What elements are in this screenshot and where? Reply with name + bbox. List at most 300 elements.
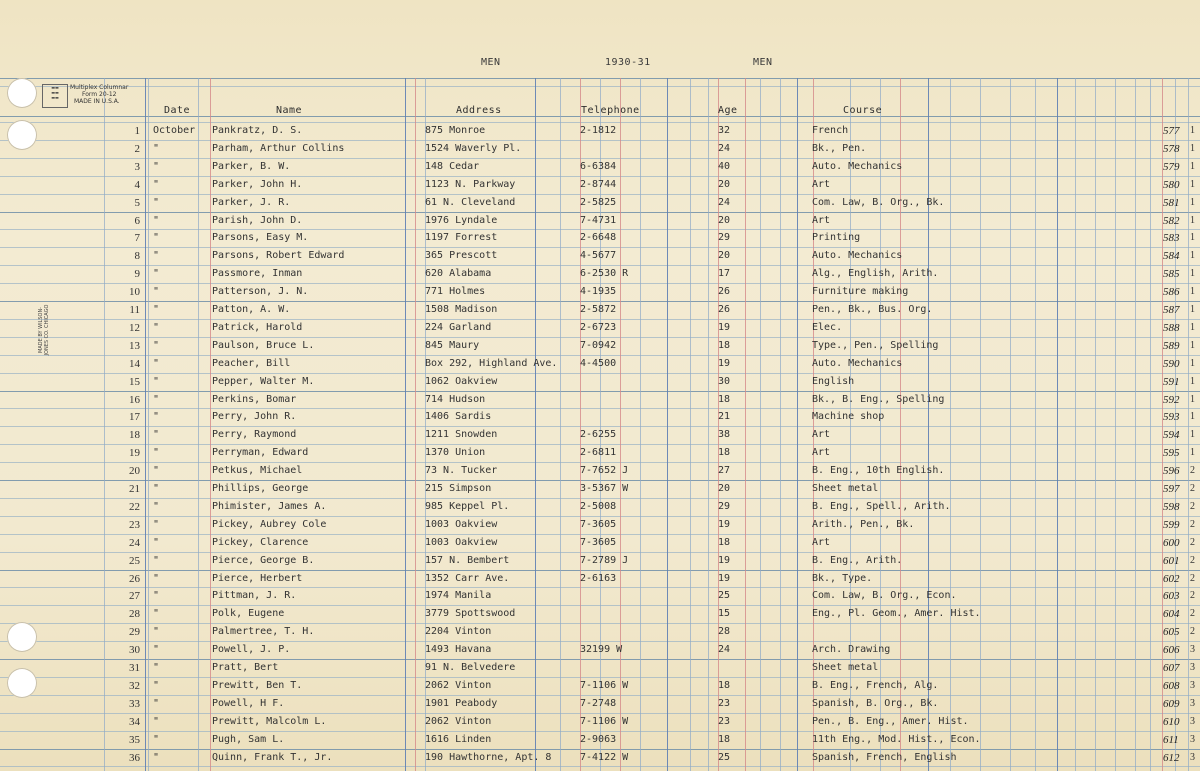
- cell-course: Auto. Mechanics: [812, 357, 903, 369]
- cell-age: 24: [718, 644, 731, 656]
- cell-edge: 2: [1190, 554, 1195, 566]
- cell-tel: 2-5825: [580, 196, 617, 208]
- cell-age: 19: [718, 357, 731, 369]
- top-year: 1930-31: [605, 57, 651, 68]
- cell-course: Furniture making: [812, 286, 909, 298]
- cell-date: ": [153, 483, 160, 494]
- cell-tel: 3-5367 W: [580, 483, 629, 494]
- cell-n: 15: [129, 375, 140, 388]
- cell-addr: 1003 Oakview: [425, 536, 498, 548]
- cell-age: 18: [718, 447, 731, 459]
- cell-name: Pickey, Aubrey Cole: [212, 518, 327, 530]
- cell-n: 33: [129, 697, 140, 710]
- cell-addr: 1616 Linden: [425, 733, 492, 745]
- cell-tel: 32199 W: [580, 644, 623, 656]
- cell-ref: 597: [1163, 483, 1180, 495]
- cell-edge: 1: [1190, 125, 1195, 136]
- cell-course: Spanish, B. Org., Bk.: [812, 697, 939, 709]
- logo-text: Multiplex Columnar Form 20-12 MADE IN U.S.A.: [70, 84, 129, 105]
- cell-edge: 2: [1190, 572, 1195, 584]
- cell-edge: 1: [1190, 321, 1195, 333]
- cell-edge: 1: [1190, 142, 1195, 154]
- table-row: [0, 659, 1200, 677]
- cell-age: 18: [718, 733, 731, 745]
- cell-date: ": [153, 679, 160, 691]
- cell-date: ": [153, 733, 160, 745]
- form-logo: [42, 84, 140, 110]
- cell-course: Art: [812, 447, 831, 459]
- cell-name: Parham, Arthur Collins: [212, 142, 345, 154]
- cell-n: 25: [129, 554, 140, 567]
- cell-name: Pickey, Clarence: [212, 536, 309, 548]
- table-row: [0, 462, 1200, 480]
- cell-ref: 592: [1163, 393, 1180, 406]
- cell-n: 32: [129, 679, 140, 692]
- cell-age: 18: [718, 339, 731, 351]
- table-row: [0, 265, 1200, 283]
- cell-addr: 1524 Waverly Pl.: [425, 142, 522, 154]
- cell-age: 18: [718, 393, 731, 405]
- cell-date: ": [153, 751, 160, 763]
- cell-course: Machine shop: [812, 411, 885, 423]
- cell-name: Prewitt, Malcolm L.: [212, 715, 327, 727]
- cell-addr: 714 Hudson: [425, 393, 486, 405]
- cell-date: ": [153, 304, 160, 315]
- cell-name: Parish, John D.: [212, 214, 303, 226]
- cell-course: Pen., B. Eng., Amer. Hist.: [812, 715, 969, 727]
- table-row: [0, 176, 1200, 194]
- cell-name: Phimister, James A.: [212, 500, 327, 512]
- cell-tel: 2-6163: [580, 572, 617, 584]
- cell-course: Com. Law, B. Org., Econ.: [812, 590, 957, 602]
- cell-edge: 3: [1190, 733, 1195, 745]
- cell-ref: 590: [1163, 357, 1180, 370]
- cell-age: 26: [718, 304, 731, 315]
- cell-date: ": [153, 375, 160, 387]
- cell-tel: 7-2789 J: [580, 554, 629, 566]
- cell-edge: 1: [1190, 447, 1195, 459]
- cell-date: ": [153, 142, 160, 154]
- cell-age: 19: [718, 321, 731, 333]
- cell-ref: 601: [1163, 554, 1180, 567]
- cell-addr: 1197 Forrest: [425, 232, 498, 244]
- cell-tel: 2-5008: [580, 500, 617, 512]
- cell-age: 40: [718, 160, 731, 172]
- cell-name: Polk, Eugene: [212, 608, 285, 620]
- cell-course: Spanish, French, English: [812, 751, 957, 763]
- cell-name: Pierce, George B.: [212, 554, 315, 566]
- cell-edge: 1: [1190, 357, 1195, 369]
- cell-edge: 2: [1190, 590, 1195, 602]
- cell-tel: 7-4731: [580, 214, 617, 226]
- cell-name: Peacher, Bill: [212, 357, 291, 369]
- cell-ref: 587: [1163, 304, 1180, 316]
- cell-edge: 2: [1190, 536, 1195, 548]
- cell-ref: 608: [1163, 679, 1180, 692]
- cell-ref: 580: [1163, 178, 1180, 191]
- top-left-label: MEN: [481, 57, 501, 68]
- cell-course: B. Eng., French, Alg.: [812, 679, 939, 691]
- cell-ref: 581: [1163, 196, 1180, 209]
- cell-n: 28: [129, 608, 140, 621]
- cell-tel: 6-2530 R: [580, 268, 629, 280]
- cell-addr: 1003 Oakview: [425, 518, 498, 530]
- cell-age: 29: [718, 232, 731, 244]
- cell-date: ": [153, 178, 160, 190]
- cell-edge: 2: [1190, 465, 1195, 477]
- header-address: Address: [456, 105, 502, 116]
- cell-date: ": [153, 160, 160, 172]
- cell-course: Sheet metal: [812, 662, 879, 673]
- top-right-label: MEN: [753, 57, 773, 68]
- cell-addr: 1974 Manila: [425, 590, 492, 602]
- cell-edge: 3: [1190, 644, 1195, 656]
- cell-addr: Box 292, Highland Ave.: [425, 357, 558, 369]
- cell-addr: 620 Alabama: [425, 268, 492, 280]
- cell-addr: 1406 Sardis: [425, 411, 492, 423]
- cell-tel: 7-3605: [580, 518, 617, 530]
- cell-ref: 584: [1163, 250, 1180, 263]
- cell-addr: 771 Holmes: [425, 286, 486, 298]
- table-row: [0, 695, 1200, 713]
- cell-edge: 2: [1190, 518, 1195, 530]
- cell-course: Printing: [812, 232, 861, 244]
- table-row: [0, 731, 1200, 749]
- cell-addr: 215 Simpson: [425, 483, 492, 494]
- cell-course: Elec.: [812, 321, 843, 333]
- cell-course: Auto. Mechanics: [812, 160, 903, 172]
- cell-age: 18: [718, 536, 731, 548]
- cell-date: ": [153, 214, 160, 226]
- cell-n: 30: [129, 644, 140, 657]
- cell-date: ": [153, 500, 160, 512]
- cell-date: ": [153, 447, 160, 459]
- cell-age: 20: [718, 178, 731, 190]
- cell-date: ": [153, 357, 160, 369]
- cell-ref: 596: [1163, 465, 1180, 478]
- cell-ref: 602: [1163, 572, 1180, 585]
- cell-n: 11: [129, 304, 140, 316]
- table-row: [0, 140, 1200, 158]
- cell-addr: 845 Maury: [425, 339, 480, 351]
- cell-course: Arch. Drawing: [812, 644, 891, 656]
- table-row: [0, 570, 1200, 588]
- cell-age: 17: [718, 268, 731, 280]
- cell-n: 10: [129, 286, 140, 299]
- cell-edge: 1: [1190, 429, 1195, 441]
- cell-n: 19: [129, 447, 140, 460]
- cell-ref: 605: [1163, 626, 1180, 639]
- cell-date: ": [153, 518, 160, 530]
- cell-age: 18: [718, 679, 731, 691]
- cell-name: Prewitt, Ben T.: [212, 679, 303, 691]
- table-row: [0, 194, 1200, 212]
- cell-n: 1: [134, 125, 140, 137]
- cell-edge: 1: [1190, 196, 1195, 208]
- cell-date: ": [153, 429, 160, 441]
- cell-course: Art: [812, 214, 831, 226]
- binder-hole: [7, 78, 37, 108]
- cell-addr: 2204 Vinton: [425, 626, 492, 638]
- cell-name: Powell, H F.: [212, 697, 285, 709]
- cell-n: 34: [129, 715, 140, 728]
- cell-edge: 1: [1190, 393, 1195, 405]
- cell-name: Petkus, Michael: [212, 465, 303, 477]
- cell-date: ": [153, 715, 160, 727]
- cell-age: 24: [718, 196, 731, 208]
- cell-name: Perkins, Bomar: [212, 393, 297, 405]
- table-row: [0, 122, 1200, 140]
- cell-course: Bk., Pen.: [812, 142, 867, 154]
- cell-ref: 591: [1163, 375, 1180, 388]
- table-row: [0, 516, 1200, 534]
- cell-ref: 583: [1163, 232, 1180, 245]
- cell-course: Art: [812, 178, 831, 190]
- cell-date: ": [153, 268, 160, 280]
- cell-tel: 4-1935: [580, 286, 617, 298]
- cell-addr: 365 Prescott: [425, 250, 498, 262]
- cell-course: B. Eng., Spell., Arith.: [812, 500, 951, 512]
- cell-name: Patrick, Harold: [212, 321, 303, 333]
- cell-tel: 7-1106 W: [580, 679, 629, 691]
- cell-age: 32: [718, 125, 731, 136]
- cell-date: ": [153, 250, 160, 262]
- cell-name: Pankratz, D. S.: [212, 125, 303, 136]
- table-row: [0, 713, 1200, 731]
- cell-edge: 2: [1190, 483, 1195, 494]
- cell-ref: 593: [1163, 411, 1180, 424]
- cell-addr: 1352 Carr Ave.: [425, 572, 510, 584]
- cell-edge: 3: [1190, 662, 1195, 673]
- cell-age: 30: [718, 375, 731, 387]
- cell-addr: 148 Cedar: [425, 160, 480, 172]
- cell-age: 28: [718, 626, 731, 638]
- cell-age: 25: [718, 751, 731, 763]
- cell-ref: 586: [1163, 286, 1180, 299]
- table-row: [0, 301, 1200, 319]
- cell-course: French: [812, 125, 849, 136]
- cell-addr: 224 Garland: [425, 321, 492, 333]
- cell-name: Pratt, Bert: [212, 662, 279, 673]
- cell-name: Parker, B. W.: [212, 160, 291, 172]
- cell-edge: 1: [1190, 375, 1195, 387]
- cell-edge: 1: [1190, 232, 1195, 244]
- cell-edge: 3: [1190, 715, 1195, 727]
- cell-date: ": [153, 232, 160, 244]
- cell-tel: 2-8744: [580, 178, 617, 190]
- cell-tel: 7-4122 W: [580, 751, 629, 763]
- cell-tel: 4-4500: [580, 357, 617, 369]
- cell-tel: 6-6384: [580, 160, 617, 172]
- cell-course: B. Eng., 10th English.: [812, 465, 945, 477]
- cell-addr: 61 N. Cleveland: [425, 196, 516, 208]
- table-row: [0, 158, 1200, 176]
- header-telephone: Telephone: [581, 105, 640, 116]
- cell-age: 26: [718, 286, 731, 298]
- cell-name: Powell, J. P.: [212, 644, 291, 656]
- cell-date: ": [153, 339, 160, 351]
- header-date: Date: [164, 105, 191, 116]
- cell-date: ": [153, 196, 160, 208]
- cell-course: Art: [812, 536, 831, 548]
- cell-date: ": [153, 644, 160, 656]
- cell-course: Alg., English, Arith.: [812, 268, 939, 280]
- cell-course: Arith., Pen., Bk.: [812, 518, 915, 530]
- table-row: [0, 247, 1200, 265]
- cell-addr: 3779 Spottswood: [425, 608, 516, 620]
- cell-edge: 1: [1190, 411, 1195, 423]
- cell-n: 21: [129, 483, 140, 495]
- cell-addr: 1493 Havana: [425, 644, 492, 656]
- cell-addr: 157 N. Bembert: [425, 554, 510, 566]
- cell-name: Passmore, Inman: [212, 268, 303, 280]
- cell-name: Perryman, Edward: [212, 447, 309, 459]
- cell-age: 27: [718, 465, 731, 477]
- cell-ref: 578: [1163, 142, 1180, 155]
- table-row: [0, 355, 1200, 373]
- table-row: [0, 426, 1200, 444]
- table-row: [0, 480, 1200, 498]
- cell-date: ": [153, 465, 160, 477]
- cell-n: 5: [134, 196, 140, 209]
- table-row: [0, 319, 1200, 337]
- cell-edge: 3: [1190, 751, 1195, 763]
- cell-edge: 1: [1190, 214, 1195, 226]
- cell-tel: 2-6811: [580, 447, 617, 459]
- cell-name: Patterson, J. N.: [212, 286, 309, 298]
- cell-ref: 582: [1163, 214, 1180, 227]
- manufacturer-note: MADE BY WILSON-JONES CO. CHICAGO: [38, 304, 50, 356]
- cell-n: 35: [129, 733, 140, 746]
- cell-addr: 1062 Oakview: [425, 375, 498, 387]
- cell-date: ": [153, 590, 160, 602]
- cell-addr: 1508 Madison: [425, 304, 498, 315]
- cell-n: 9: [134, 268, 140, 281]
- cell-addr: 190 Hawthorne, Apt. 8: [425, 751, 552, 763]
- cell-n: 3: [134, 160, 140, 173]
- cell-name: Palmertree, T. H.: [212, 626, 315, 638]
- cell-edge: 1: [1190, 178, 1195, 190]
- cell-addr: 2062 Vinton: [425, 715, 492, 727]
- cell-course: Sheet metal: [812, 483, 879, 494]
- header-age: Age: [718, 105, 738, 116]
- cell-n: 13: [129, 339, 140, 352]
- cell-ref: 594: [1163, 429, 1180, 442]
- cell-n: 8: [134, 250, 140, 263]
- cell-age: 23: [718, 697, 731, 709]
- cell-addr: 1370 Union: [425, 447, 486, 459]
- cell-name: Pittman, J. R.: [212, 590, 297, 602]
- table-row: [0, 212, 1200, 230]
- table-row: [0, 373, 1200, 391]
- cell-n: 14: [129, 357, 140, 370]
- table-row: [0, 605, 1200, 623]
- cell-ref: 588: [1163, 321, 1180, 334]
- cell-addr: 2062 Vinton: [425, 679, 492, 691]
- cell-tel: 7-0942: [580, 339, 617, 351]
- cell-name: Parsons, Easy M.: [212, 232, 309, 244]
- cell-name: Pepper, Walter M.: [212, 375, 315, 387]
- cell-age: 20: [718, 483, 731, 494]
- cell-tel: 2-6255: [580, 429, 617, 441]
- cell-ref: 577: [1163, 125, 1180, 137]
- cell-date: ": [153, 321, 160, 333]
- cell-addr: 875 Monroe: [425, 125, 486, 136]
- cell-n: 26: [129, 572, 140, 585]
- cell-age: 38: [718, 429, 731, 441]
- cell-tel: 7-3605: [580, 536, 617, 548]
- cell-tel: 2-6648: [580, 232, 617, 244]
- cell-age: 23: [718, 715, 731, 727]
- cell-ref: 600: [1163, 536, 1180, 549]
- table-row: [0, 677, 1200, 695]
- cell-age: 20: [718, 250, 731, 262]
- cell-ref: 604: [1163, 608, 1180, 621]
- cell-ref: 612: [1163, 751, 1180, 764]
- cell-tel: 7-1106 W: [580, 715, 629, 727]
- cell-age: 19: [718, 554, 731, 566]
- cell-edge: 1: [1190, 268, 1195, 280]
- cell-age: 20: [718, 214, 731, 226]
- cell-course: Pen., Bk., Bus. Org.: [812, 304, 933, 315]
- header-name: Name: [276, 105, 303, 116]
- cell-edge: 1: [1190, 304, 1195, 315]
- cell-n: 6: [134, 214, 140, 227]
- cell-addr: 1901 Peabody: [425, 697, 498, 709]
- cell-ref: 609: [1163, 697, 1180, 710]
- cell-n: 23: [129, 518, 140, 531]
- cell-date: ": [153, 697, 160, 709]
- header-course: Course: [843, 105, 883, 116]
- cell-ref: 606: [1163, 644, 1180, 657]
- table-row: [0, 337, 1200, 355]
- table-row: [0, 623, 1200, 641]
- cell-ref: 589: [1163, 339, 1180, 352]
- cell-n: 31: [129, 662, 140, 674]
- cell-name: Pierce, Herbert: [212, 572, 303, 584]
- cell-course: Com. Law, B. Org., Bk.: [812, 196, 945, 208]
- cell-edge: 3: [1190, 697, 1195, 709]
- cell-edge: 1: [1190, 160, 1195, 172]
- cell-n: 12: [129, 321, 140, 334]
- table-row: [0, 498, 1200, 516]
- cell-date: ": [153, 626, 160, 638]
- cell-n: 27: [129, 590, 140, 603]
- cell-course: Bk., Type.: [812, 572, 873, 584]
- cell-name: Quinn, Frank T., Jr.: [212, 751, 333, 763]
- cell-name: Perry, Raymond: [212, 429, 297, 441]
- cell-name: Parker, J. R.: [212, 196, 291, 208]
- cell-n: 7: [134, 232, 140, 245]
- cell-age: 21: [718, 411, 731, 423]
- cell-n: 2: [134, 142, 140, 155]
- cell-name: Parsons, Robert Edward: [212, 250, 345, 262]
- table-row: [0, 552, 1200, 570]
- cell-date: ": [153, 662, 160, 673]
- cell-date: ": [153, 536, 160, 548]
- table-row: [0, 749, 1200, 767]
- cell-name: Patton, A. W.: [212, 304, 291, 315]
- cell-edge: 1: [1190, 286, 1195, 298]
- cell-ref: 611: [1163, 733, 1179, 746]
- cell-n: 18: [129, 429, 140, 442]
- cell-edge: 1: [1190, 250, 1195, 262]
- table-row: [0, 229, 1200, 247]
- cell-name: Perry, John R.: [212, 411, 297, 423]
- cell-addr: 1211 Snowden: [425, 429, 498, 441]
- cell-course: Type., Pen., Spelling: [812, 339, 939, 351]
- cell-tel: 2-1812: [580, 125, 617, 136]
